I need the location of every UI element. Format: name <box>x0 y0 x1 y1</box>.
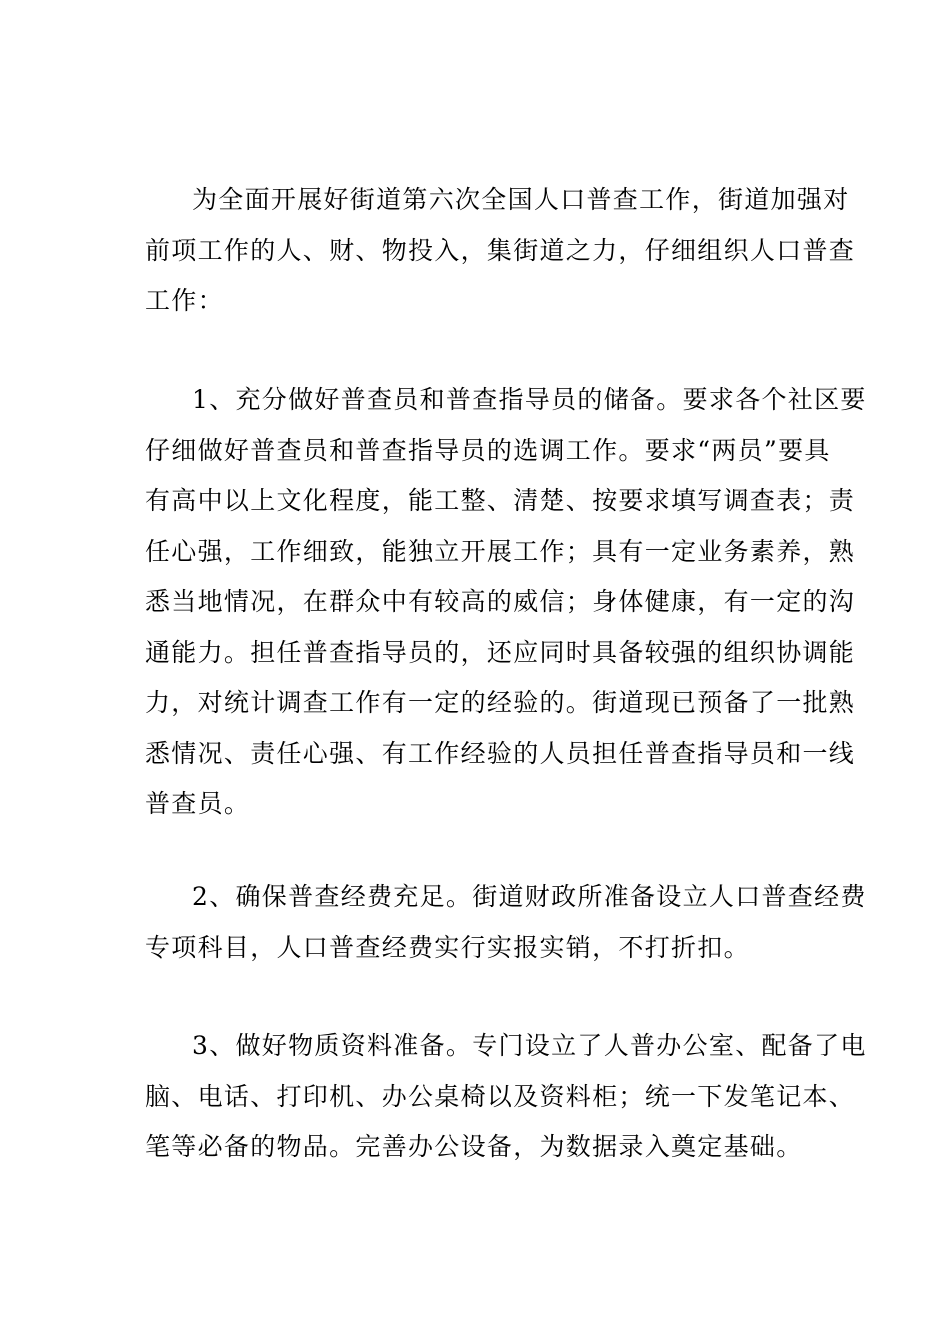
text-line: 笔等必备的物品。完善办公设备，为数据录入奠定基础。 <box>145 1132 803 1161</box>
paragraph-intro <box>145 175 856 327</box>
text-line: 悉情况、责任心强、有工作经验的人员担任普查指导员和一线 <box>145 738 856 768</box>
paragraph-item-2 <box>145 872 867 973</box>
text-line: 1、充分做好普查员和普查指导员的储备。要求各个社区要 <box>192 385 867 414</box>
paragraph-item-1 <box>145 375 867 830</box>
text-line: 前项工作的人、财、物投入，集街道之力，仔细组织人口普查 <box>145 235 856 265</box>
text-line: 3、做好物质资料准备。专门设立了人普办公室、配备了电 <box>192 1031 867 1060</box>
text-line: 力，对统计调查工作有一定的经验的。街道现已预备了一批熟 <box>145 688 856 717</box>
text-line: 任心强，工作细致，能独立开展工作；具有一定业务素养，熟 <box>145 536 856 566</box>
text-line: 专项科目，人口普查经费实行实报实销，不打折扣。 <box>145 932 750 962</box>
text-line: 普查员。 <box>145 789 251 818</box>
text-line: 悉当地情况，在群众中有较高的威信；身体健康，有一定的沟 <box>145 587 856 616</box>
paragraph-item-3 <box>145 1021 867 1173</box>
text-line: 工作： <box>145 286 224 315</box>
text-line: 脑、电话、打印机、办公桌椅以及资料柜；统一下发笔记本、 <box>145 1081 856 1111</box>
text-line: 仔细做好普查员和普查指导员的选调工作。要求“两员”要具 <box>145 435 831 465</box>
text-line: 2、确保普查经费充足。街道财政所准备设立人口普查经费 <box>192 882 867 911</box>
text-line: 有高中以上文化程度，能工整、清楚、按要求填写调查表；责 <box>145 486 856 515</box>
text-line: 为全面开展好街道第六次全国人口普查工作，街道加强对 <box>192 185 850 214</box>
text-line: 通能力。担任普查指导员的，还应同时具备较强的组织协调能 <box>145 637 856 667</box>
